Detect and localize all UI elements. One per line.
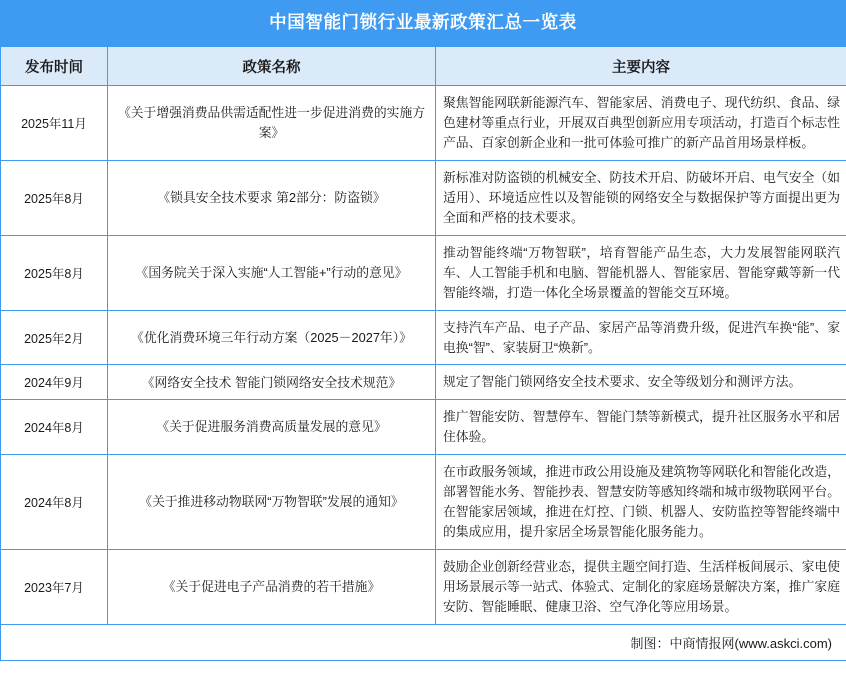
credit-text: 制图：中商情报网(www.askci.com) — [630, 636, 832, 652]
table-row — [1, 310, 846, 365]
cell-policy-name: 《关于促进服务消费高质量发展的意见》 — [108, 400, 436, 455]
cell-main-content: 在市政服务领域，推进市政公用设施及建筑物等网联化和智能化改造，部署智能水务、智能抄表、智慧安防等感知终端和城市级物联网平台。在智能家居领域，推进在灯控、门锁、机器人、安防监控等智能终端中的集成应用，提升家居全场景智能化服务能力。 — [436, 455, 846, 550]
table-body — [1, 86, 846, 625]
credit-row — [1, 625, 846, 661]
cell-main-content: 推动智能终端“万物智联”，培育智能产品生态，大力发展智能网联汽车、人工智能手机和电脑、智能机器人、智能家居、智能穿戴等新一代智能终端，打造一体化全场景覆盖的智能交互环境。 — [436, 235, 846, 310]
cell-release-date: 2025年11月 — [1, 86, 108, 161]
cell-policy-name: 《关于增强消费品供需适配性进一步促进消费的实施方案》 — [108, 86, 436, 161]
cell-policy-name: 《优化消费环境三年行动方案（2025－2027年）》 — [108, 310, 436, 365]
cell-policy-name: 《锁具安全技术要求 第2部分：防盗锁》 — [108, 160, 436, 235]
cell-release-date: 2024年8月 — [1, 400, 108, 455]
table-row — [1, 400, 846, 455]
cell-main-content: 新标准对防盗锁的机械安全、防技术开启、防破坏开启、电气安全（如适用）、环境适应性以及智能锁的网络安全与数据保护等方面提出更为全面和严格的技术要求。 — [436, 160, 846, 235]
cell-policy-name: 《关于促进电子产品消费的若干措施》 — [108, 550, 436, 625]
cell-main-content: 聚焦智能网联新能源汽车、智能家居、消费电子、现代纺织、食品、绿色建材等重点行业，开展双百典型创新应用专项活动，打造百个标志性产品、百家创新企业和一批可体验可推广的新产品首用场景样板。 — [436, 86, 846, 161]
cell-release-date: 2024年8月 — [1, 455, 108, 550]
cell-main-content: 规定了智能门锁网络安全技术要求、安全等级划分和测评方法。 — [436, 365, 846, 400]
cell-release-date: 2024年9月 — [1, 365, 108, 400]
cell-main-content: 鼓励企业创新经营业态，提供主题空间打造、生活样板间展示、家电使用场景展示等一站式、体验式、定制化的家庭场景解决方案，推广家庭安防、智能睡眠、健康卫浴、空气净化等应用场景。 — [436, 550, 846, 625]
cell-release-date: 2025年8月 — [1, 160, 108, 235]
table-row — [1, 86, 846, 161]
cell-policy-name: 《关于推进移动物联网“万物智联”发展的通知》 — [108, 455, 436, 550]
table-row — [1, 365, 846, 400]
table-row — [1, 160, 846, 235]
table-footer — [1, 625, 846, 661]
cell-release-date: 2023年7月 — [1, 550, 108, 625]
table-header — [1, 47, 846, 86]
cell-main-content: 支持汽车产品、电子产品、家居产品等消费升级，促进汽车换“能”、家电换“智”、家装厨卫“焕新”。 — [436, 310, 846, 365]
table-header-row — [1, 47, 846, 86]
cell-policy-name: 《网络安全技术 智能门锁网络安全技术规范》 — [108, 365, 436, 400]
column-header-name: 政策名称 — [108, 47, 436, 86]
cell-release-date: 2025年2月 — [1, 310, 108, 365]
table-row — [1, 550, 846, 625]
table-row — [1, 235, 846, 310]
credit-cell — [1, 625, 846, 661]
column-header-date: 发布时间 — [1, 47, 108, 86]
page-title: 中国智能门锁行业最新政策汇总一览表 — [269, 12, 577, 33]
cell-policy-name: 《国务院关于深入实施“人工智能+”行动的意见》 — [108, 235, 436, 310]
column-header-content: 主要内容 — [436, 47, 846, 86]
policy-table — [0, 46, 846, 661]
page-title-banner — [0, 0, 846, 46]
cell-main-content: 推广智能安防、智慧停车、智能门禁等新模式，提升社区服务水平和居住体验。 — [436, 400, 846, 455]
table-row — [1, 455, 846, 550]
cell-release-date: 2025年8月 — [1, 235, 108, 310]
